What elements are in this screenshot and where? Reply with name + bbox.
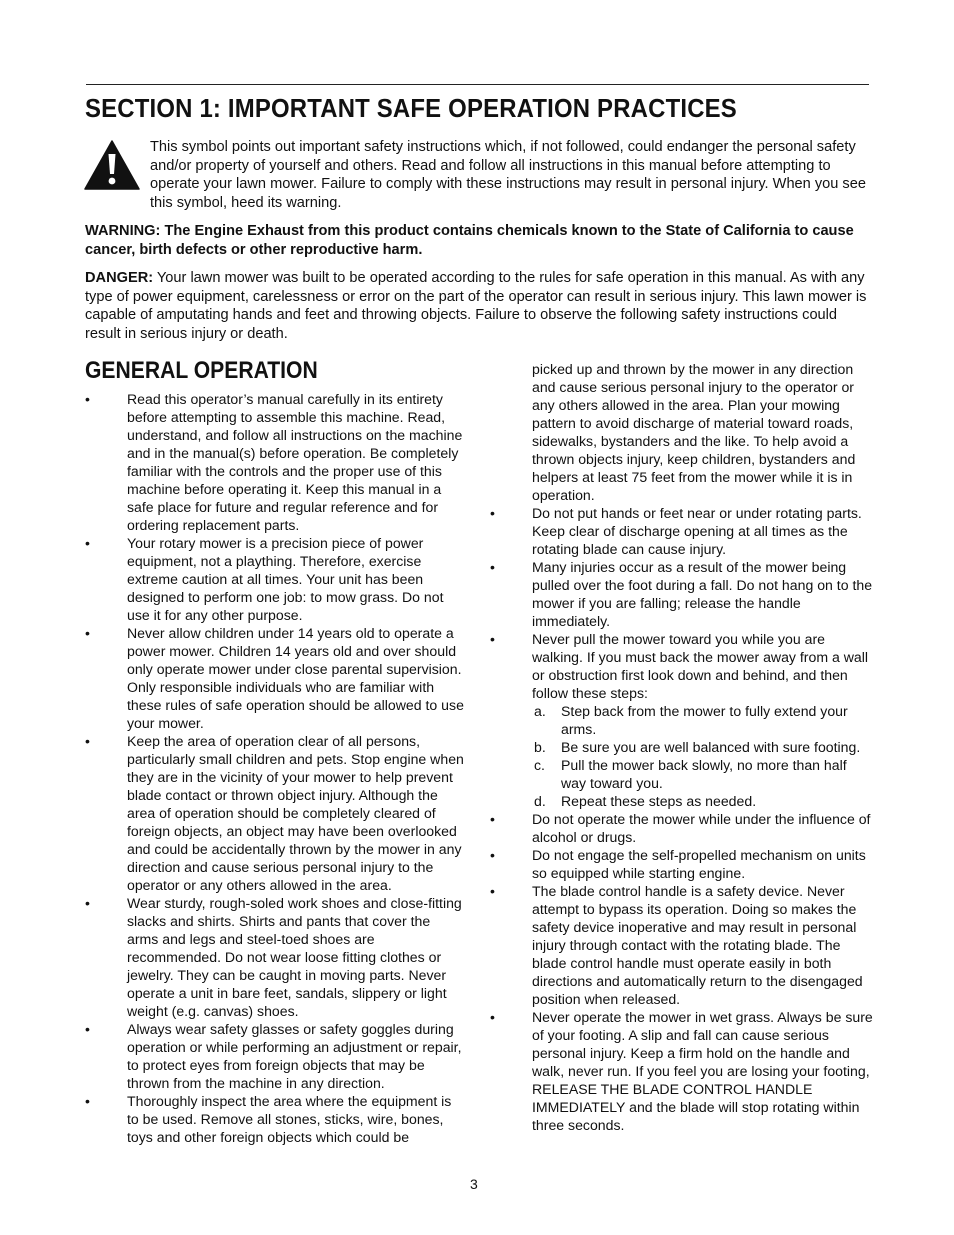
list-item xyxy=(490,1008,875,1134)
bullet: • xyxy=(85,391,90,407)
list-item-text: The blade control handle is a safety device. Never attempt to bypass its operation. Doing so makes the safety device inoperative and may result in personal injury through contact with the rotating blade. The blade control handle must operate easily in both directions and automatically return to the disengaged position when released. xyxy=(532,883,863,1007)
list-item-text: Read this operator’s manual carefully in its entirety before attempting to assemble this machine. Read, understand, and follow all instructions on the machine and in the manual(s) before operation. Be completely familiar with the controls and the proper use of this machine before operating it. Keep this manual in a safe place for future and regular reference and for ordering replacement parts. xyxy=(127,391,463,533)
bullet: • xyxy=(490,505,495,521)
bullet: • xyxy=(490,559,495,575)
step-text: Be sure you are well balanced with sure footing. xyxy=(561,739,861,755)
prop65-warning: WARNING: The Engine Exhaust from this product contains chemicals known to the State of California to cause cancer, birth defects or other reproductive harm. xyxy=(85,223,854,258)
step-text: Step back from the mower to fully extend your arms. xyxy=(561,703,848,737)
step-marker: c. xyxy=(534,757,545,773)
section-title: SECTION 1: IMPORTANT SAFE OPERATION PRACTICES xyxy=(85,93,737,123)
list-item xyxy=(85,390,465,534)
header-rule xyxy=(86,84,869,85)
step-item xyxy=(490,738,875,756)
step-item xyxy=(490,756,875,792)
bullet: • xyxy=(490,883,495,899)
danger-text: Your lawn mower was built to be operated according to the rules for safe operation in this manual. As with any type of power equipment, carelessness or error on the part of the operator can result in serious injury. This lawn mower is capable of amputating hands and feet and throwing objects. Failure to observe the following safety instructions could result in serious injury or death. xyxy=(85,270,867,342)
step-text: Pull the mower back slowly, no more than half way toward you. xyxy=(561,757,847,791)
bullet: • xyxy=(490,811,495,827)
bullet: • xyxy=(85,535,90,551)
bullet: • xyxy=(85,1093,90,1109)
list-item xyxy=(490,810,875,846)
list-item xyxy=(490,846,875,882)
page-number: 3 xyxy=(470,1176,478,1192)
list-item-text: Wear sturdy, rough-soled work shoes and close-fitting slacks and shirts. Shirts and pants that cover the arms and legs and steel-toed shoes are recommended. Do not wear loose fitting clothes or jewelry. They can be caught in moving parts. Never operate a unit in bare feet, sandals, slippery or light weight (e.g. canvas) shoes. xyxy=(127,895,462,1019)
step-text: Repeat these steps as needed. xyxy=(561,793,757,809)
list-item-text: Your rotary mower is a precision piece of power equipment, not a plaything. Therefore, exercise extreme caution at all times. Your unit has been designed to perform one job: to mow grass. Do not use it for any other purpose. xyxy=(127,535,444,623)
step-item xyxy=(490,792,875,810)
list-item xyxy=(85,624,465,732)
step-marker: d. xyxy=(534,793,546,809)
left-column xyxy=(85,390,465,1146)
safety-symbol-intro: This symbol points out important safety instructions which, if not followed, could endanger the personal safety and/or property of yourself and others. Read and follow all instructions in this manual before attempting to operate your lawn mower. Failure to comply with these instructions may result in personal injury. When you see this symbol, heed its warning. xyxy=(150,139,866,211)
list-item xyxy=(490,630,875,702)
list-item-text: Never allow children under 14 years old to operate a power mower. Children 14 years old and over should only operate mower under close parental supervision. Only responsible individuals who are familiar with these rules of safe operation should be allowed to use your mower. xyxy=(127,625,464,731)
list-item xyxy=(85,534,465,624)
list-item-text: Never pull the mower toward you while you are walking. If you must back the mower away from a wall or obstruction first look down and behind, and then follow these steps: xyxy=(532,631,869,701)
list-item-text: Many injuries occur as a result of the mower being pulled over the foot during a fall. Do not hang on to the mower if you are falling; release the handle immediately. xyxy=(532,559,873,629)
danger-paragraph xyxy=(85,269,872,343)
list-item-text: Do not operate the mower while under the influence of alcohol or drugs. xyxy=(532,811,871,845)
bullet: • xyxy=(490,847,495,863)
list-item-text: Keep the area of operation clear of all persons, particularly small children and pets. Stop engine when they are in the vicinity of your mower to help prevent blade contact or thrown object injury. Although the area of operation should be completely cleared of foreign objects, an object may have been overlooked and could be accidentally thrown by the mower in any direction and cause serious personal injury to the operator or any others allowed in the area. xyxy=(127,733,464,893)
list-item-text: Thoroughly inspect the area where the equipment is to be used. Remove all stones, sticks, wire, bones, toys and other foreign objects which could be xyxy=(127,1093,452,1145)
list-item xyxy=(85,732,465,894)
list-item-text: Do not engage the self-propelled mechanism on units so equipped while starting engine. xyxy=(532,847,866,881)
right-column xyxy=(490,360,875,1134)
bullet: • xyxy=(490,1009,495,1025)
list-item-continuation: picked up and thrown by the mower in any direction and cause serious personal injury to the operator or any others allowed in the area. Plan your mowing pattern to avoid discharge of material toward roads, sidewalks, bystanders and the like. To help avoid a thrown objects injury, keep children, bystanders and helpers at least 75 feet from the mower while it is in operation. xyxy=(532,361,856,503)
step-marker: b. xyxy=(534,739,546,755)
general-operation-title: GENERAL OPERATION xyxy=(85,357,318,384)
bullet: • xyxy=(490,631,495,647)
list-item xyxy=(85,894,465,1020)
bullet: • xyxy=(85,1021,90,1037)
list-item-text: Do not put hands or feet near or under rotating parts. Keep clear of discharge opening at all times as the rotating blade can cause injury. xyxy=(532,505,862,557)
bullet: • xyxy=(85,625,90,641)
step-item xyxy=(490,702,875,738)
step-marker: a. xyxy=(534,703,546,719)
bullet: • xyxy=(85,733,90,749)
list-item-text: Always wear safety glasses or safety goggles during operation or while performing an adjustment or repair, to protect eyes from foreign objects that may be thrown from the machine in any direction. xyxy=(127,1021,462,1091)
list-item xyxy=(490,882,875,1008)
list-item xyxy=(490,504,875,558)
list-item xyxy=(85,1020,465,1092)
list-item xyxy=(85,1092,465,1146)
list-item xyxy=(490,558,875,630)
list-item-text: Never operate the mower in wet grass. Always be sure of your footing. A slip and fall can cause serious personal injury. Keep a firm hold on the handle and walk, never run. If you feel you are losing your footing, RELEASE THE BLADE CONTROL HANDLE IMMEDIATELY and the blade will stop rotating within three seconds. xyxy=(532,1009,873,1133)
danger-label: DANGER: xyxy=(85,270,154,286)
warning-triangle-icon xyxy=(84,140,140,190)
bullet: • xyxy=(85,895,90,911)
